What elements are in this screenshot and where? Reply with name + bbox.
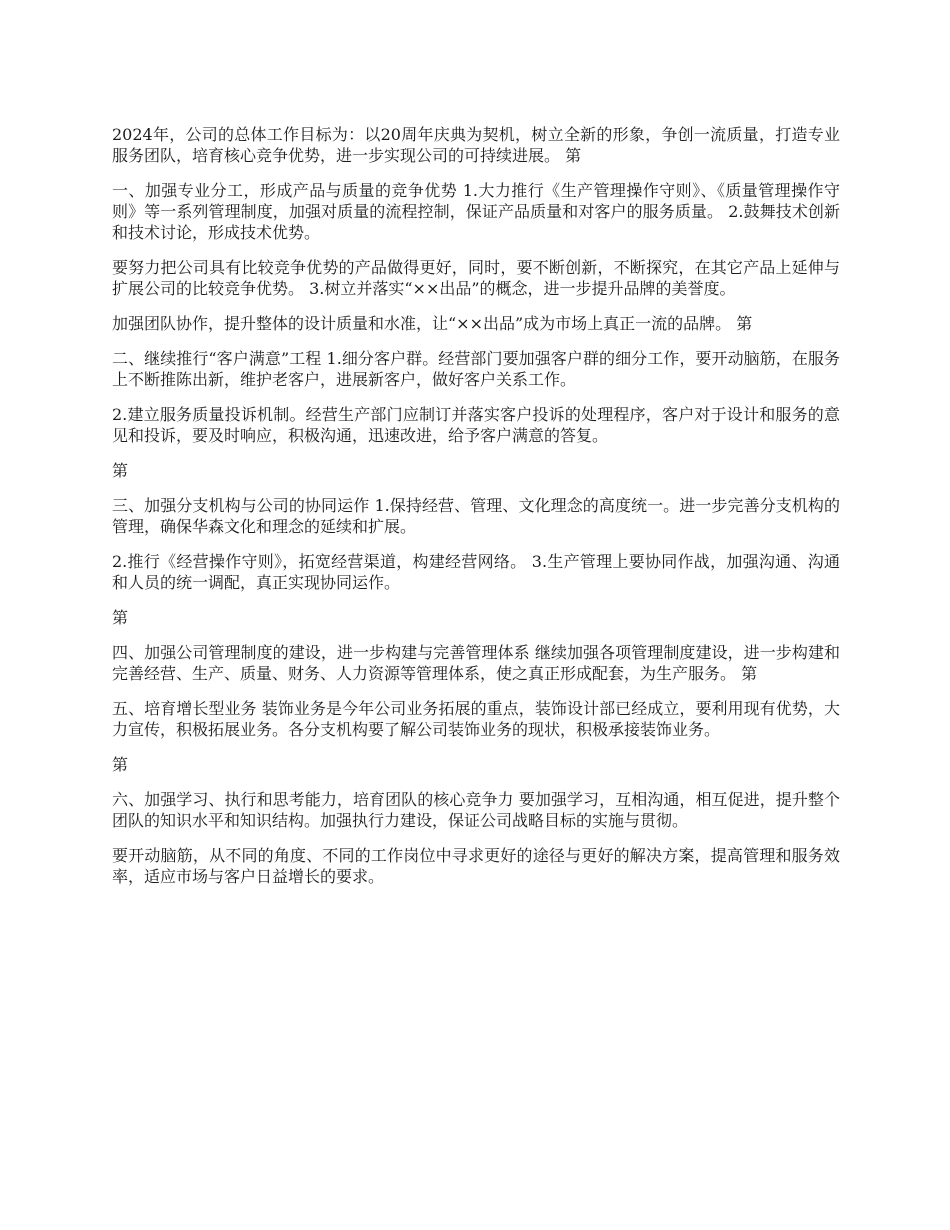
paragraph-marker: 第 <box>112 608 129 627</box>
paragraph-section-6-cont: 要开动脑筋，从不同的角度、不同的工作岗位中寻求更好的途径与更好的解决方案，提高管理和服务效率，适应市场与客户日益增长的要求。 <box>112 846 840 886</box>
paragraph-marker: 第 <box>112 461 129 480</box>
paragraph-section-5: 五、培育增长型业务 装饰业务是今年公司业务拓展的重点，装饰设计部已经成立，要利用现有优势，大力宣传，积极拓展业务。各分支机构要了解公司装饰业务的现状，积极承接装饰业务。 <box>112 699 840 739</box>
paragraph-section-1: 一、加强专业分工，形成产品与质量的竞争优势 1.大力推行《生产管理操作守则》、《质量管理操作守则》等一系列管理制度，加强对质量的流程控制，保证产品质量和对客户的服务质量。 2.鼓舞技术创新和技术讨论，形成技术优势。 <box>112 181 840 242</box>
paragraph-marker: 第 <box>112 755 129 774</box>
paragraph-section-4: 四、加强公司管理制度的建设，进一步构建与完善管理体系 继续加强各项管理制度建设，进一步构建和完善经营、生产、质量、财务、人力资源等管理体系，使之真正形成配套，为生产服务。 第 <box>112 643 840 683</box>
paragraph-section-3: 三、加强分支机构与公司的协同运作 1.保持经营、管理、文化理念的高度统一。进一步完善分支机构的管理，确保华森文化和理念的延续和扩展。 <box>112 496 840 536</box>
paragraph-section-3-cont: 2.推行《经营操作守则》，拓宽经营渠道，构建经营网络。 3.生产管理上要协同作战，加强沟通、沟通和人员的统一调配，真正实现协同运作。 <box>112 552 840 592</box>
paragraph-section-1-end: 加强团队协作，提升整体的设计质量和水准，让“××出品”成为市场上真正一流的品牌。 第 <box>112 314 753 333</box>
paragraph-section-6: 六、加强学习、执行和思考能力，培育团队的核心竞争力 要加强学习，互相沟通，相互促进，提升整个团队的知识水平和知识结构。加强执行力建设，保证公司战略目标的实施与贯彻。 <box>112 790 840 830</box>
paragraph-goals: 2024年，公司的总体工作目标为：以20周年庆典为契机，树立全新的形象，争创一流质量，打造专业服务团队，培育核心竞争优势，进一步实现公司的可持续进展。 第 <box>112 125 840 165</box>
document-body <box>112 124 840 901</box>
paragraph-section-2: 二、继续推行“客户满意”工程 1.细分客户群。经营部门要加强客户群的细分工作，要开动脑筋，在服务上不断推陈出新，维护老客户，进展新客户，做好客户关系工作。 <box>112 349 840 389</box>
paragraph-section-1-cont: 要努力把公司具有比较竞争优势的产品做得更好，同时，要不断创新，不断探究，在其它产品上延伸与扩展公司的比较竞争优势。 3.树立并落实“××出品”的概念，进一步提升品牌的美誉度。 <box>112 258 840 298</box>
paragraph-section-2-cont: 2.建立服务质量投诉机制。经营生产部门应制订并落实客户投诉的处理程序，客户对于设计和服务的意见和投诉，要及时响应，积极沟通，迅速改进，给予客户满意的答复。 <box>112 405 840 445</box>
